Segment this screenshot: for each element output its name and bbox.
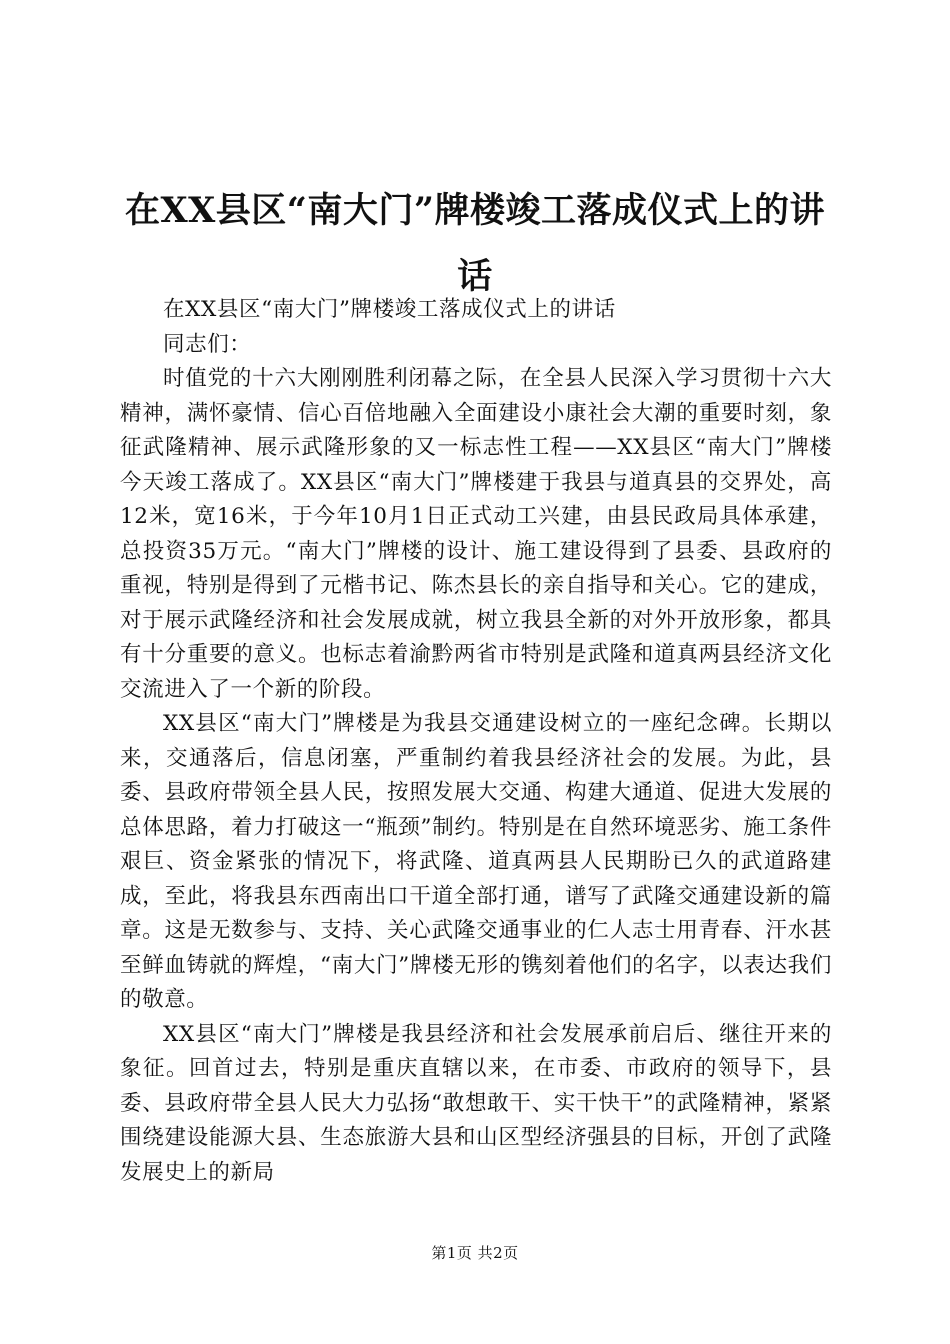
body-paragraph: XX县区“南大门”牌楼是我县经济和社会发展承前启后、继往开来的象征。回首过去，特别是重庆直辖以来，在市委、市政府的领导下，县委、县政府带全县人民大力弘扬“敢想敢干、实干快干”的武隆精神，紧紧围绕建设能源大县、生态旅游大县和山区型经济强县的目标，开创了武隆发展史上的新局 — [120, 1021, 832, 1185]
body-paragraph: XX县区“南大门”牌楼是为我县交通建设树立的一座纪念碑。长期以来，交通落后，信息闭塞，严重制约着我县经济社会的发展。为此，县委、县政府带领全县人民，按照发展大交通、构建大通道、促进大发展的总体思路，着力打破这一“瓶颈”制约。特别是在自然环境恶劣、施工条件艰巨、资金紧张的情况下，将武隆、道真两县人民期盼已久的武道路建成，至此，将我县东西南出口干道全部打通，谱写了武隆交通建设新的篇章。这是无数参与、支持、关心武隆交通事业的仁人志士用青春、汗水甚至鲜血铸就的辉煌，“南大门”牌楼无形的镌刻着他们的名字，以表达我们的敬意。 — [120, 711, 832, 1012]
document-body — [120, 293, 832, 1190]
body-paragraph: 时值党的十六大刚刚胜利闭幕之际，在全县人民深入学习贯彻十六大精神，满怀豪情、信心百倍地融入全面建设小康社会大潮的重要时刻，象征武隆精神、展示武隆形象的又一标志性工程——XX县区“南大门”牌楼今天竣工落成了。XX县区“南大门”牌楼建于我县与道真县的交界处，高12米，宽16米，于今年10月1日正式动工兴建，由县民政局具体承建，总投资35万元。“南大门”牌楼的设计、施工建设得到了县委、县政府的重视，特别是得到了元楷书记、陈杰县长的亲自指导和关心。它的建成，对于展示武隆经济和社会发展成就，树立我县全新的对外开放形象，都具有十分重要的意义。也标志着渝黔两省市特别是武隆和道真两县经济文化交流进入了一个新的阶段。 — [120, 366, 832, 702]
body-paragraph-subtitle: 在XX县区“南大门”牌楼竣工落成仪式上的讲话 — [163, 297, 616, 322]
page-number-footer: 第1页 共2页 — [431, 1244, 519, 1262]
body-paragraph-salutation: 同志们： — [163, 331, 252, 357]
document-title: 在XX县区“南大门”牌楼竣工落成仪式上的讲话 — [124, 190, 826, 297]
